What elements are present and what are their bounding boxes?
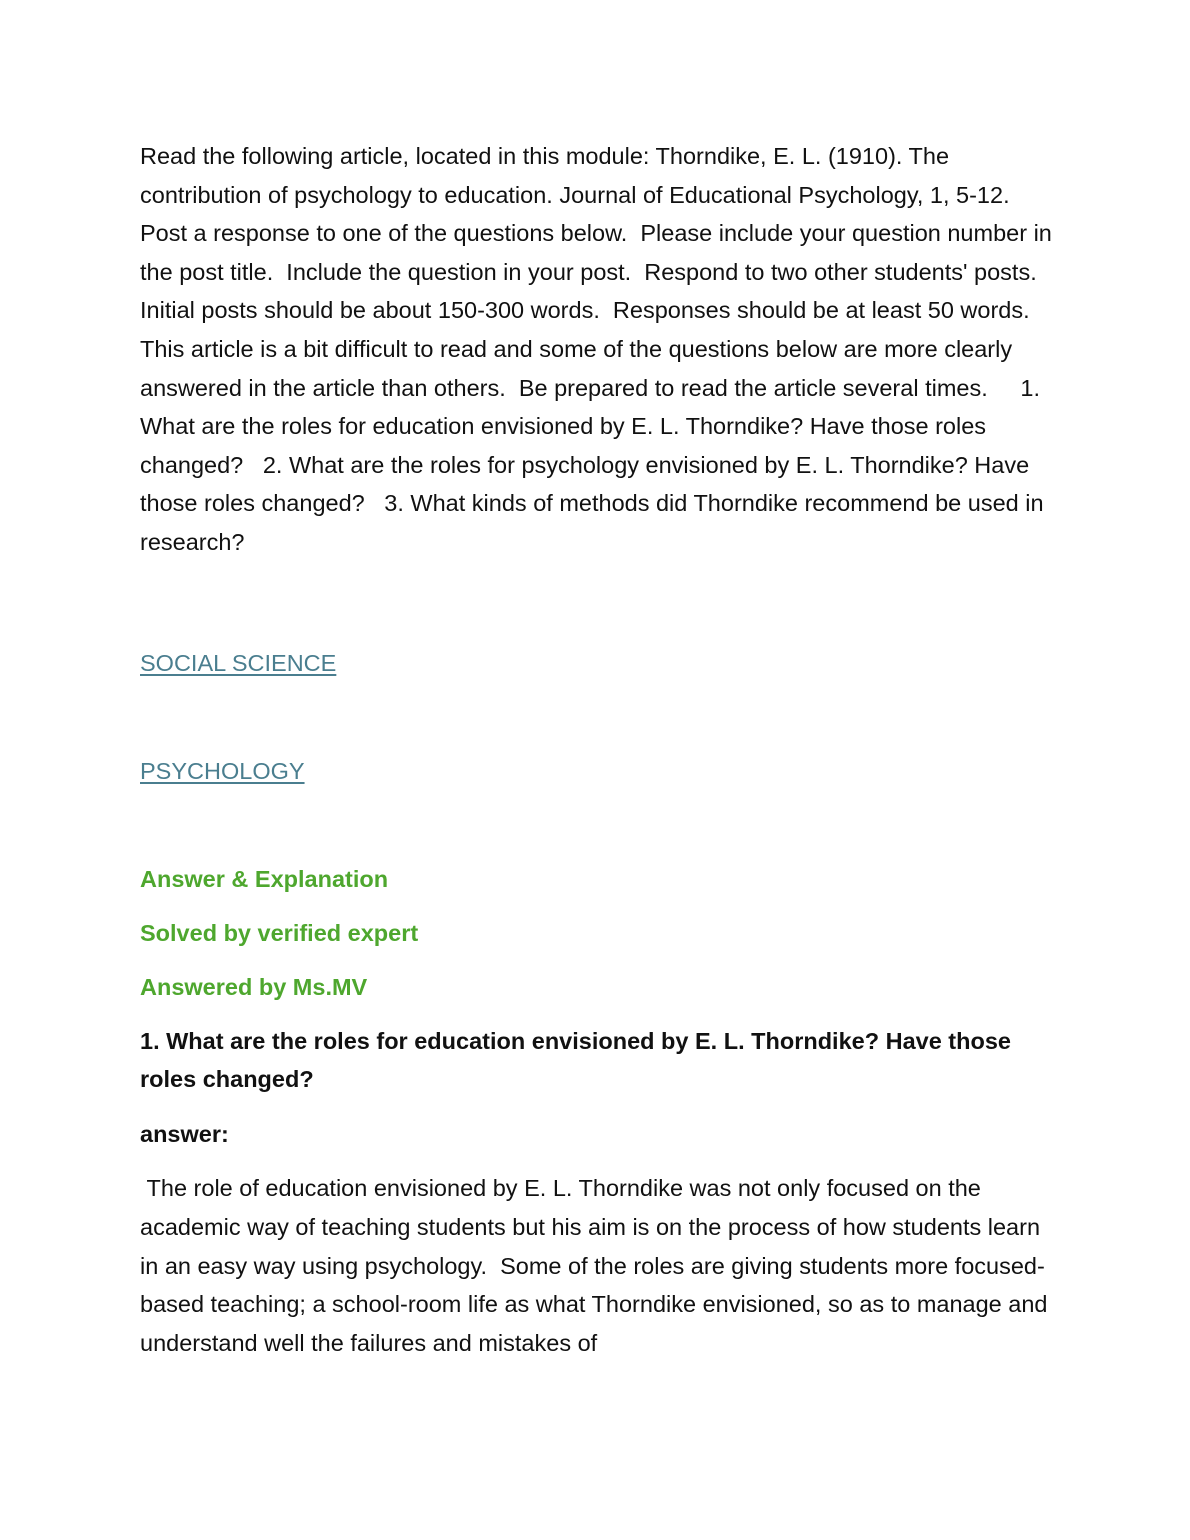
subject-link[interactable]: SOCIAL SCIENCE [140, 649, 337, 676]
topic-link[interactable]: PSYCHOLOGY [140, 757, 305, 784]
answer-explanation-heading: Answer & Explanation [140, 865, 389, 892]
document-page [140, 137, 1059, 1362]
verified-expert-label: Solved by verified expert [140, 919, 419, 946]
answered-by-label: Answered by Ms.MV [140, 973, 368, 1000]
answer-question-heading: 1. What are the roles for education envisioned by E. L. Thorndike? Have those roles changed? [140, 1027, 1011, 1093]
answer-label: answer: [140, 1120, 229, 1147]
question-text: Read the following article, located in this module: Thorndike, E. L. (1910). The contribution of psychology to education. Journal of Educational Psychology, 1, 5-12. Post a response to one of the questions below. Please include your question number in the post title. Include the question in your post. Respond to two other students' posts. Initial posts should be about 150-300 words. Responses should be at least 50 words. This article is a bit difficult to read and some of the questions below are more clearly answered in the article than others. Be prepared to read the article several times. 1. What are the roles for education envisioned by E. L. Thorndike? Have those roles changed? 2. What are the roles for psychology envisioned by E. L. Thorndike? Have those roles changed? 3. What kinds of methods did Thorndike recommend be used in research? [140, 143, 1059, 555]
answer-body: The role of education envisioned by E. L. Thorndike was not only focused on the academic way of teaching students but his aim is on the process of how students learn in an easy way using psychology. Some of the roles are giving students more focused-based teaching; a school-room life as what Thorndike envisioned, so as to manage and understand well the failures and mistakes of [140, 1175, 1055, 1356]
